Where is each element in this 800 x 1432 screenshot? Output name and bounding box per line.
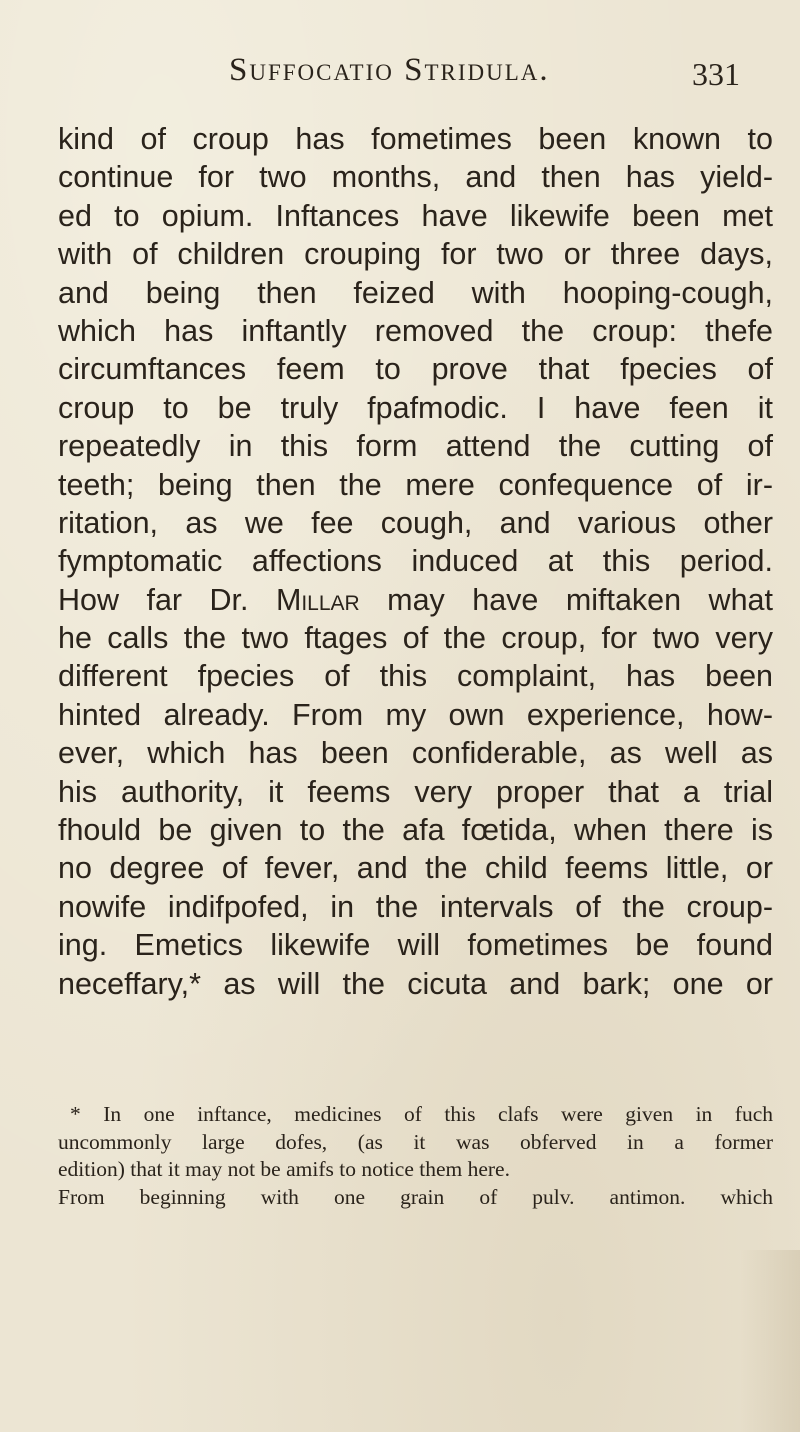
paper-stain [740,1250,800,1432]
body-line: with of children crouping for two or three days, [58,237,773,272]
body-line: hinted already. From my own experience, how- [58,697,773,732]
footnote-line: edition) that it may not be amifs to notice them here. [58,1157,510,1181]
body-line-part: How far Dr. [58,582,276,617]
body-line: his authority, it feems very proper that a trial [58,774,773,809]
body-line: fhould be given to the afa fœtida, when there is [58,813,773,848]
body-line: circumftances feem to prove that fpecies of [58,352,773,387]
body-line: neceffary,* as will the cicuta and bark; one or [58,966,773,1001]
body-line: and being then feized with hooping-cough, [58,275,773,310]
body-line: ever, which has been confiderable, as well as [58,736,773,771]
running-head [0,52,800,96]
footnote-line: * In one inftance, medicines of this clafs were given in fuch [70,1102,773,1126]
body-line: nowife indifpofed, in the intervals of the croup- [58,889,773,924]
author-name-millar: Millar [275,582,360,617]
footnote [58,1101,773,1211]
footnote-line: uncommonly large dofes, (as it was obferved in a former [58,1129,773,1154]
body-line: continue for two months, and then has yield- [58,160,773,195]
running-head-title: Suffocatio Stridula. [229,52,550,88]
body-line: ed to opium. Inftances have likewife been met [58,198,773,233]
body-line-millar [58,581,773,619]
footnote-line: From beginning with one grain of pulv. antimon. which [58,1184,773,1209]
body-text [58,120,773,1003]
body-line: different fpecies of this complaint, has been [58,659,773,694]
body-line: teeth; being then the mere confequence of ir- [58,467,773,502]
body-line: no degree of fever, and the child feems little, or [58,851,773,886]
body-line: he calls the two ftages of the croup, for two very [58,621,773,656]
body-line: ritation, as we fee cough, and various other [58,505,773,540]
body-line: repeatedly in this form attend the cutting of [58,429,773,464]
body-line: kind of croup has fometimes been known to [58,122,773,156]
body-line: fymptomatic affections induced at this period. [58,544,773,579]
body-line: croup to be truly fpafmodic. I have feen it [58,390,773,425]
body-line-part: may have miftaken what [359,582,773,617]
body-line: ing. Emetics likewife will fometimes be found [58,928,773,963]
body-line: which has inftantly removed the croup: thefe [58,313,773,348]
page-number: 331 [692,56,740,92]
